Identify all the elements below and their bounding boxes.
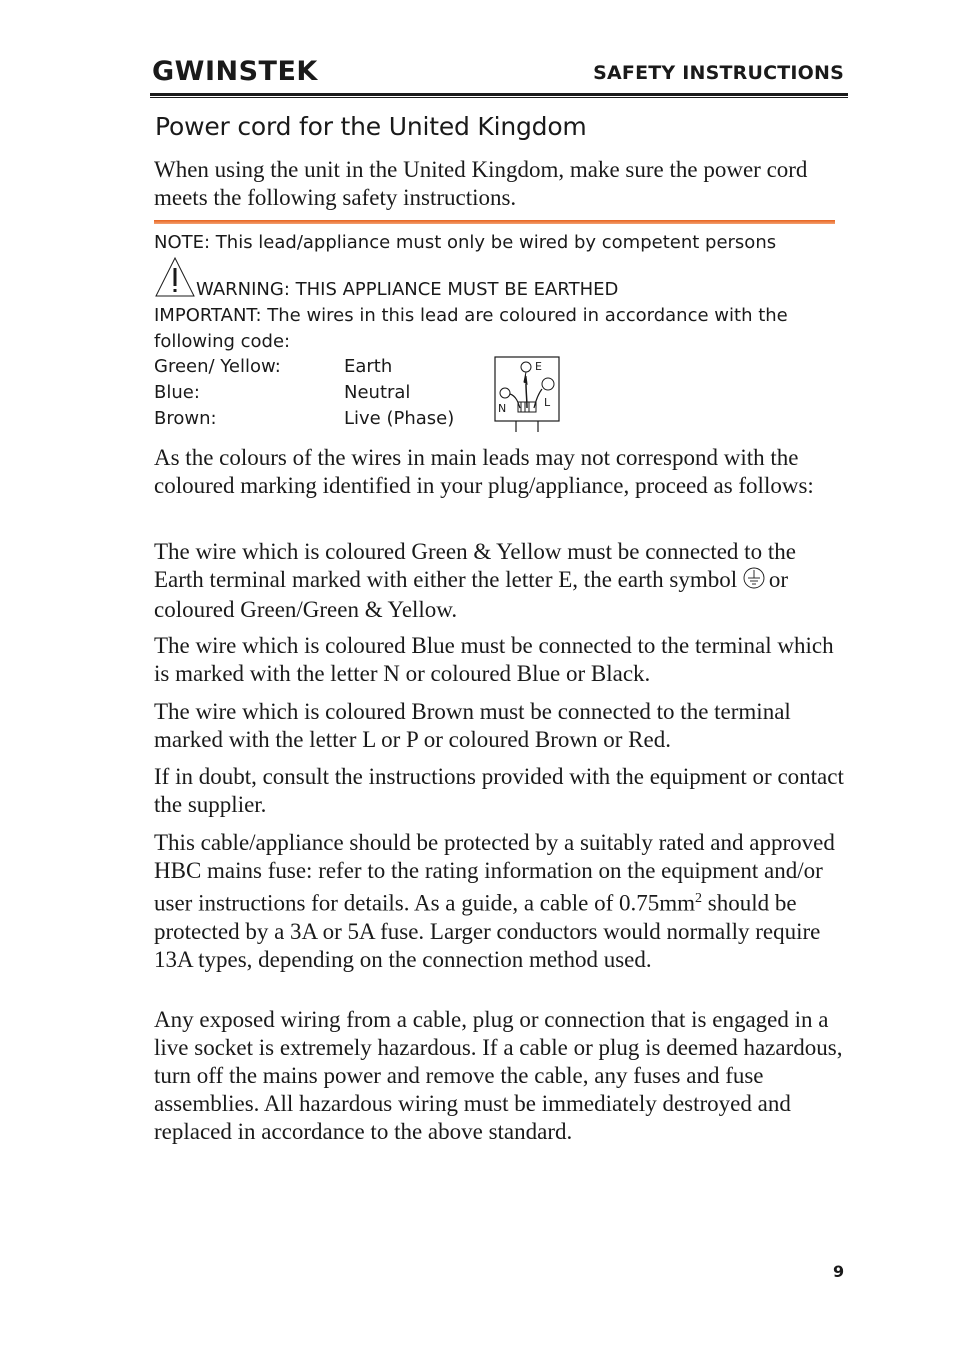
- superscript: 2: [695, 891, 703, 906]
- paragraph-fuse: [154, 829, 844, 974]
- code-label: Blue:: [154, 382, 200, 403]
- paragraph-fuse-text: This cable/appliance should be protected by a suitably rated and approved HBC mains fuse: refer to the rating information on the equipment and/or user instructions for details. As a guide, a cable of 0.75mm: [154, 830, 835, 916]
- header-rule: [150, 93, 848, 96]
- paragraph-hazard: Any exposed wiring from a cable, plug or connection that is engaged in a live socket is extremely hazardous. If a cable or plug is deemed hazardous, turn off the mains power and remove the cable, any fuses and fuse assemblies. All hazardous wiring must be immediately destroyed and replaced in accordance to the above standard.: [154, 1007, 843, 1144]
- code-value: Live (Phase): [344, 408, 455, 429]
- paragraph-live: The wire which is coloured Brown must be connected to the terminal marked with the letter L or P or coloured Brown or Red.: [154, 699, 791, 752]
- code-label: Green/ Yellow:: [154, 356, 281, 377]
- orange-divider: [154, 220, 835, 224]
- warning-text: WARNING: THIS APPLIANCE MUST BE EARTHED: [196, 279, 619, 300]
- warning-triangle-icon: [154, 256, 196, 298]
- intro-paragraph: When using the unit in the United Kingdom, make sure the power cord meets the following safety instructions.: [154, 157, 808, 210]
- code-value: Earth: [344, 356, 393, 377]
- plug-wiring-diagram-icon: [494, 356, 562, 434]
- code-value: Neutral: [344, 382, 411, 403]
- note-text: NOTE: This lead/appliance must only be wired by competent persons: [154, 232, 777, 253]
- page-number: 9: [833, 1262, 845, 1281]
- plug-label-l: L: [544, 396, 551, 409]
- paragraph-neutral: The wire which is coloured Blue must be connected to the terminal which is marked with the letter N or coloured Blue or Black.: [154, 633, 834, 686]
- section-title: SAFETY INSTRUCTIONS: [593, 62, 844, 84]
- plug-label-n: N: [498, 402, 507, 415]
- brand-logo: GWINSTEK: [152, 56, 318, 87]
- plug-label-e: E: [535, 360, 542, 373]
- paragraph-fuse-text-end: should be protected by a 3A or 5A fuse. Larger conductors would normally require 13A types, depending on the connection method used.: [154, 890, 821, 972]
- paragraph-earth-text-end: or coloured Green/Green & Yellow.: [154, 567, 789, 622]
- earth-symbol-icon: [743, 567, 765, 596]
- warning-row: [154, 256, 834, 300]
- code-label: Brown:: [154, 408, 217, 429]
- page-title: Power cord for the United Kingdom: [155, 112, 587, 141]
- paragraph-earth-text: The wire which is coloured Green & Yellow must be connected to the Earth terminal marked with either the letter E, the earth symbol: [154, 539, 796, 592]
- paragraph-colours: As the colours of the wires in main leads may not correspond with the coloured marking identified in your plug/appliance, proceed as follows:: [154, 445, 814, 498]
- paragraph-earth: [154, 538, 844, 624]
- paragraph-doubt: If in doubt, consult the instructions provided with the equipment or contact the supplier.: [154, 764, 844, 817]
- header-rule-thin: [150, 97, 848, 98]
- important-text: IMPORTANT: The wires in this lead are coloured in accordance with the following code:: [154, 305, 788, 352]
